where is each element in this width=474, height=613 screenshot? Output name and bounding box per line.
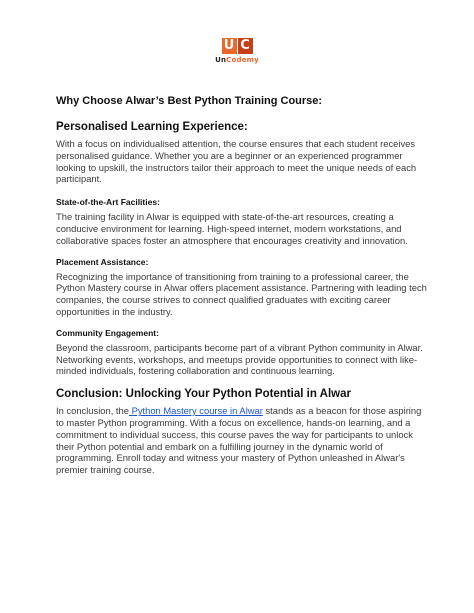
conclusion-body [56,405,428,476]
section-heading-facilities: State-of-the-Art Facilities: [56,197,160,208]
uncodemy-logo [0,38,474,64]
logo-wordmark-prefix: Un [215,56,227,64]
document-title: Why Choose Alwar’s Best Python Training Course: [56,95,323,107]
conclusion-text-after-link: stands as a beacon for those aspiring to master Python programming. With a focus on excellence, hands-on learning, and a commitment to individual success, this course paves the way for participants to unlock their Python potential and embark on a fulfilling journey in the dynamic world of programming. Enroll today and witness your mastery of Python unleashed in Alwar's premier training course. [56,405,422,476]
section-heading-placement: Placement Assistance: [56,256,149,267]
document-body [56,94,428,486]
section-heading-community: Community Engagement: [56,327,159,338]
section-body-community: Beyond the classroom, participants become part of a vibrant Python community in Alwar. Networking events, workshops, and meetups provide opportunities to connect with like-minded individuals, fostering collaboration and continuous learning. [56,341,423,377]
conclusion-heading: Conclusion: Unlocking Your Python Potential in Alwar [56,388,351,401]
logo-mark-c: C [238,38,253,54]
logo-wordmark-accent: Codemy [226,56,259,64]
section-body-placement: Recognizing the importance of transitioning from training to a professional career, the Python Mastery course in Alwar offers placement assistance. Partnering with leading tech companies, the course strives to connect qualified graduates with exciting career opportunities in the industry. [56,270,427,317]
logo-wordmark [215,56,259,64]
conclusion-text-before-link: In conclusion, the [56,405,129,417]
logo-mark-u: U [222,38,237,54]
logo-mark [222,38,253,54]
section-body-facilities: The training facility in Alwar is equipped with state-of-the-art resources, creating a conducive environment for learning. High-speed internet, modern workstations, and collaborative spaces foster an atmosphere that encourages creativity and innovation. [56,211,408,246]
section-heading-personalised-learning: Personalised Learning Experience: [56,121,248,133]
section-body-personalised-learning: With a focus on individualised attention, the course ensures that each student receives personalised guidance. Whether you are a beginner or an experienced programmer looking to upskill, the instructors tailor their approach to meet the unique needs of each participant. [56,138,417,185]
python-mastery-course-link[interactable]: Python Mastery course in Alwar [128,405,263,417]
